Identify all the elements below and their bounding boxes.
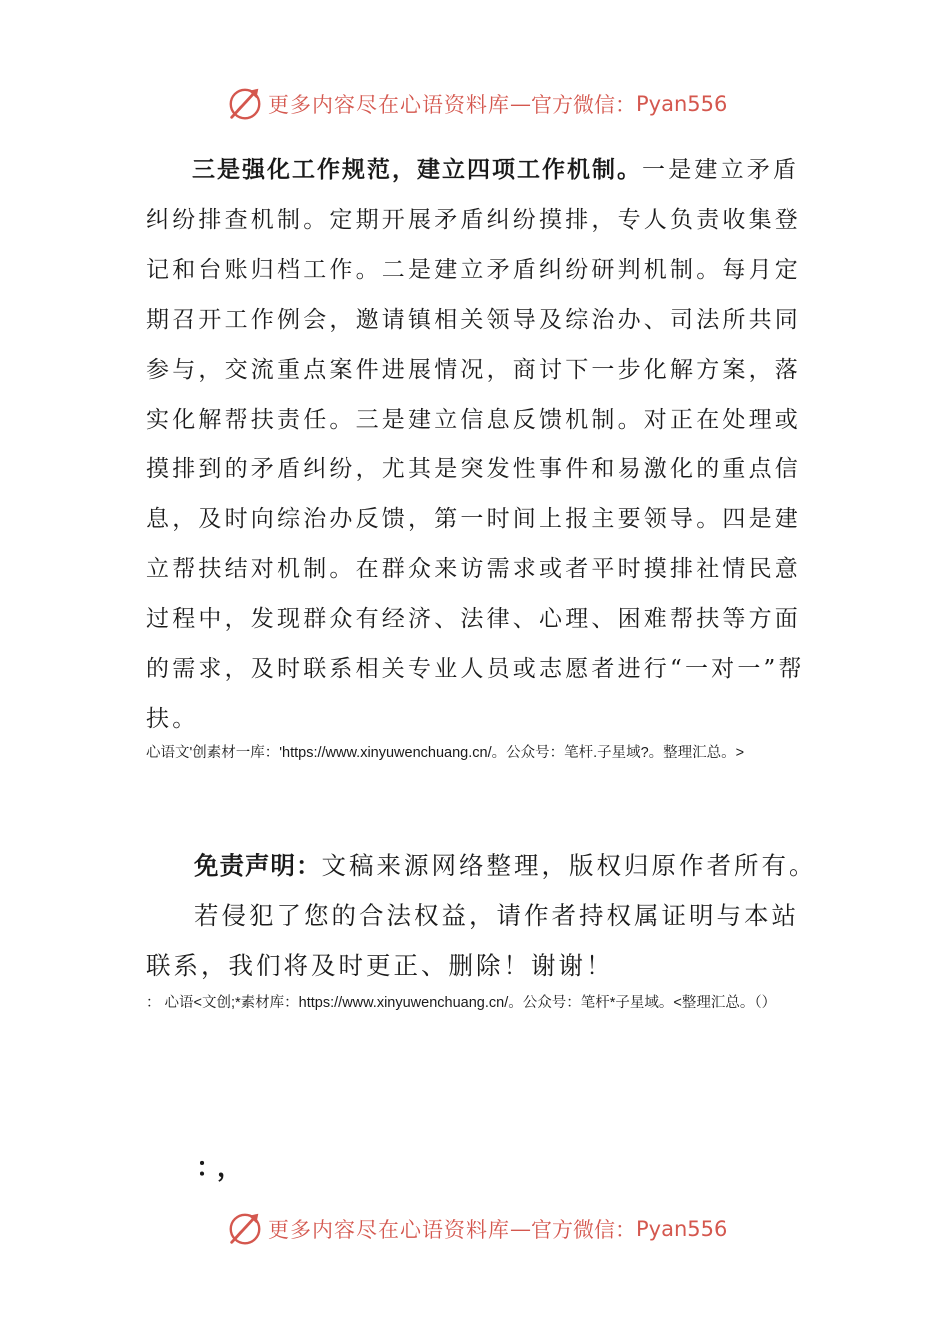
header-banner	[226, 84, 727, 124]
main-paragraph	[146, 145, 816, 745]
banner-wechat-id: Pyan556	[636, 92, 728, 116]
disclaimer	[146, 841, 826, 991]
banner-wechat-id: Pyan556	[636, 1217, 728, 1241]
source-footnote-1: 心语文'创素材一库：'https://www.xinyuwenchuang.cn/。公众号：笔杆.子星域?。整理汇总。>	[146, 745, 745, 761]
disclaimer-line2: 若侵犯了您的合法权益，请作者持权属证明与本站联系，我们将及时更正、删除！谢谢！	[146, 901, 799, 980]
banner-wechat-label: 官方微信：	[531, 93, 636, 117]
pen-logo-icon	[226, 85, 264, 123]
footer-banner	[226, 1209, 727, 1249]
source-footnote-2: ： 心语<文创;*素材库：https://www.xinyuwenchuang.cn/。公众号：笔杆*子星域。<整理汇总。（）	[146, 995, 777, 1011]
banner-wechat-label: 官方微信：	[531, 1218, 636, 1242]
banner-text: 更多内容尽在心语资料库	[268, 1218, 510, 1242]
pen-logo-icon	[226, 1210, 264, 1248]
banner-text: 更多内容尽在心语资料库	[268, 93, 510, 117]
disclaimer-line1: 文稿来源网络整理，版权归原作者所有。	[321, 851, 817, 880]
banner-separator: —	[510, 92, 531, 116]
paragraph-body: 一是建立矛盾纠纷排查机制。定期开展矛盾纠纷摸排，专人负责收集登记和台账归档工作。二是建立矛盾纠纷研判机制。每月定期召开工作例会，邀请镇相关领导及综治办、司法所共同参与，交流重点案件进展情况，商讨下一步化解方案，落实化解帮扶责任。三是建立信息反馈机制。对正在处理或摸排到的矛盾纠纷，尤其是突发性事件和易激化的重点信息，及时向综治办反馈，第一时间上报主要领导。四是建立帮扶结对机制。在群众来访需求或者平时摸排社情民意过程中，发现群众有经济、法律、心理、困难帮扶等方面的需求，及时联系相关专业人员或志愿者进行“一对一”帮扶。	[146, 157, 805, 732]
disclaimer-label: 免责声明：	[194, 851, 322, 880]
stray-punctuation: ：，	[196, 1153, 252, 1183]
paragraph-lead: 三是强化工作规范，建立四项工作机制。	[192, 156, 642, 183]
banner-separator: —	[510, 1217, 531, 1241]
